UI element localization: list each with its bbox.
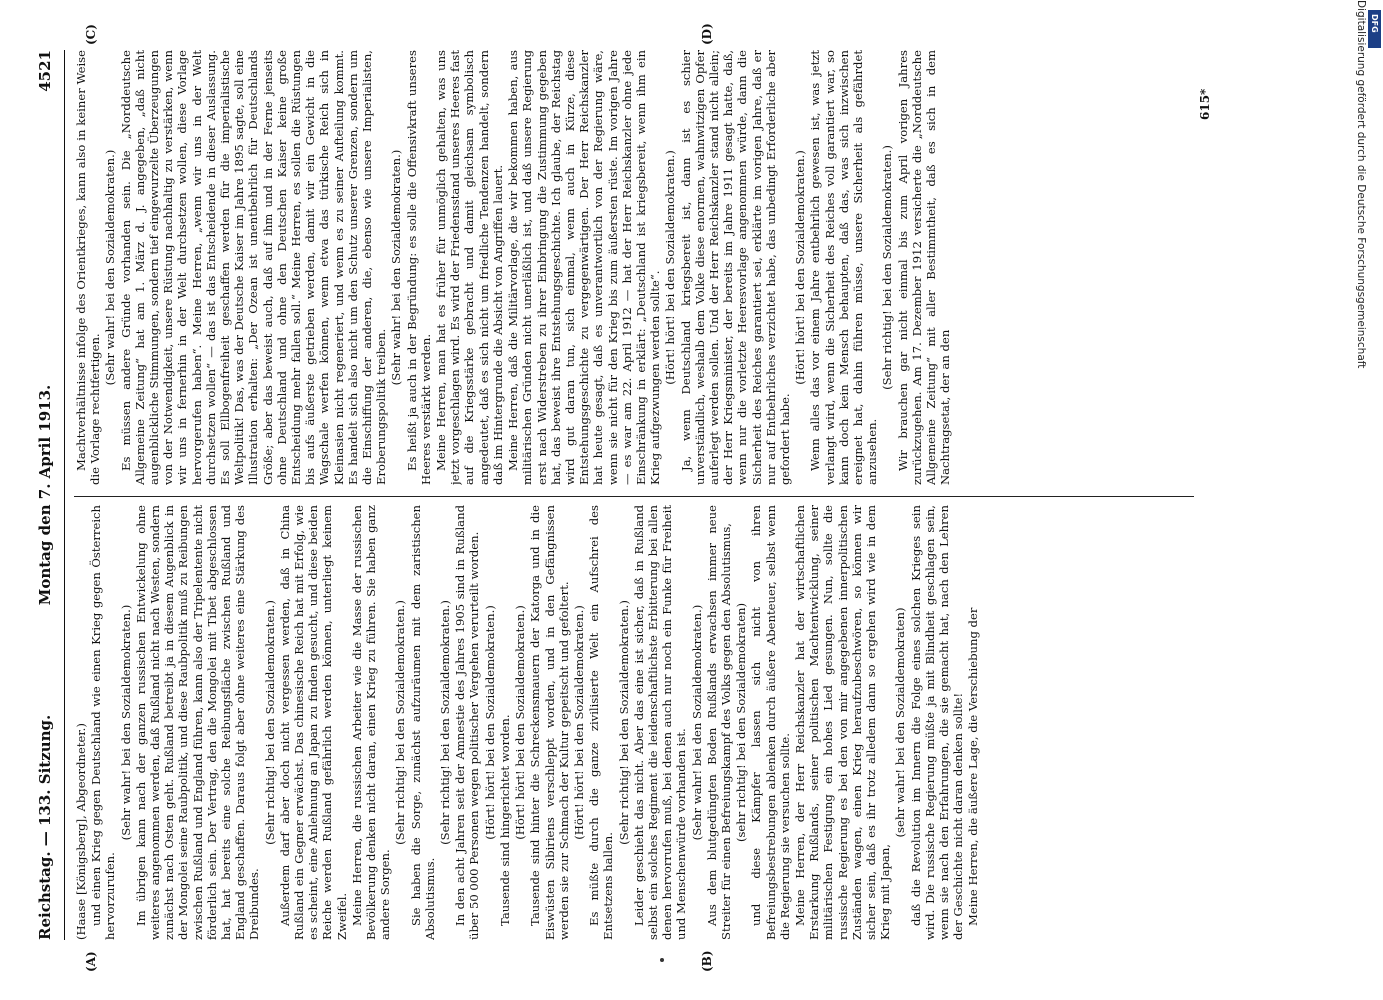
- speaker-line: (Haase [Königsberg], Abgeordneter.): [74, 723, 88, 940]
- interjection: (Hört! hört! bei den Sozialdemokraten.): [513, 605, 528, 840]
- paragraph: daß die Revolution im Innern die Folge eines solchen Krieges sein wird. Die russische Regierung müßte ja mit Blindheit geschlagen sein, wenn sie nach den Erfahrungen, die sie gemacht hat, nach den Lehren der Geschichte nicht daran denken sollte!: [908, 505, 966, 940]
- paragraph: Leider geschieht das nicht. Aber das eine ist sicher, daß in Rußland selbst ein solches Regiment die leidenschaftlichste Erbitterung bei allen denen hervorrufen muß, bei denen auch nur noch ein Funke für Freiheit und Menschenwürde vorhanden ist.: [631, 505, 689, 940]
- paragraph: Wir brauchen gar nicht einmal bis zum April vorigen Jahres zurückzugehen. Am 17. Dezember 1912 versicherte die „Norddeutsche Allgemeine Zeitung“ mit aller Bestimmtheit, daß es sich in dem Nachtragsetat, der an den: [895, 50, 953, 485]
- interjection: (Sehr richtig! bei den Sozialdemokraten.): [393, 600, 408, 845]
- interjection: (Hört! hört! bei den Sozialdemokraten.): [571, 605, 586, 840]
- page-header: [30, 50, 65, 940]
- paragraph: Es müßte durch die ganze zivilisierte Welt ein Aufschrei des Entsetzens hallen.: [587, 505, 616, 940]
- dfg-logo: DFG: [1368, 10, 1381, 48]
- paragraph: Aus dem blutgedüngten Boden Rußlands erwachsen immer neue Streiter für einen Befreiungskampf des Volks gegen den Absolutismus,: [704, 505, 733, 940]
- interjection: (sehr richtig! bei den Sozialdemokraten): [734, 602, 749, 843]
- interjection: (Sehr richtig! bei den Sozialdemokraten.): [438, 600, 453, 845]
- interjection: (sehr wahr! bei den Sozialdemokraten): [893, 607, 908, 838]
- margin-mark-c: (C): [84, 24, 98, 45]
- interjection: (Sehr wahr! bei den Sozialdemokraten.): [118, 604, 133, 841]
- paragraph: Wenn alles das vor einem Jahre entbehrlich gewesen ist, was jetzt verlangt wird, wenn die Sicherheit des Reiches voll garantiert war, so kann doch kein Mensch behaupten, daß das, was sich inzwischen ereignet hat, dahin führen müsse, unsere Sicherheit als gefährdet anzusehen.: [808, 50, 880, 485]
- scan-dot: [660, 958, 664, 962]
- interjection: (Sehr richtig! bei den Sozialdemokraten.): [616, 600, 631, 845]
- paragraph: Meine Herren, man hat es früher für unmöglich gehalten, was uns jetzt vorgeschlagen wird. Es wird der Friedensstand unseres Heeres fast auf die Kriegsstärke gebracht und damit gleichsam symbolisch angedeutet, daß es sich nicht um friedliche Tendenzen handelt, sondern daß im Hintergrunde die Absicht von Angriffen lauert.: [434, 50, 505, 485]
- funding-note-text: Digitalisierung gefördert durch die Deutsche Forschungsgemeinschaft: [1355, 0, 1367, 369]
- paragraph: Tausende sind hinter die Schreckensmauern der Katorga und in die Eiswüsten Sibiriens verschleppt worden, und in den Gefängnissen werden sie zur Schmach der Kultur gepeitscht und gefoltert.: [528, 505, 571, 940]
- paragraph: Es müssen andere Gründe vorhanden sein. Die „Norddeutsche Allgemeine Zeitung“ hat am 1. März d. J. angegeben, „daß nicht augenblickliche Stimmungen, sondern tief eingewurzelte Überzeugungen von der Notwendigkeit, unsere Rüstung nachhaltig zu verstärken, wenn wir uns in fernerhin in der Welt durchsetzen wollen, diese Vorlage hervorgerufen haben“. Meine Herren, „wenn wir uns in der Welt durchsetzen wollen“ — das ist das Entscheidende in dieser Auslassung. Es soll Ellbogenfreiheit geschaffen werden für die imperialistische Weltpolitik! Das, was der Deutsche Kaiser im Jahre 1895 sagte, soll eine Illustration erhalten: „Der Ozean ist unentbehrlich für Deutschlands Größe; aber das beweist auch, daß auf ihm und in der Ferne jenseits ohne Deutschland und ohne den Deutschen Kaiser keine große Entscheidung mehr fallen soll.“ Meine Herren, es sollen die Rüstungen bis aufs äußerste getrieben werden, damit wir ein Gewicht in die Wagschale werfen können, wenn etwa das türkische Reich sich in Kleinasien nicht regeneriert, und wenn es zu seiner Aufteilung kommt. Es handelt sich also nicht um den Schutz unserer Grenzen, sondern um die Einschiffung der anderen, die, ebenso wie unsere Imperialisten, Eroberungspolitik treiben.: [118, 50, 389, 485]
- paragraph: Sie haben die Sorge, zunächst aufzuräumen mit dem zaristischen Absolutismus.: [408, 505, 437, 940]
- paragraph: Meine Herren, daß die Militärvorlage, die wir bekommen haben, aus militärischen Gründen nicht unerläßlich ist, und daß unsere Regierung erst nach Widerstreben zu ihrer Einbringung die Zustimmung gegeben hat, das beweist ihre Entstehungsgeschichte. Ich glaube, der Reichstag wird gut daran tun, sich einmal, wenn auch in Kürze, diese Entstehungsgeschichte zu vergegenwärtigen. Der Herr Reichskanzler hat heute gesagt, daß es unverantwortlich von der Regierung wäre, wenn sie nicht für den Krieg bis zum äußersten rüste. Im vorigen Jahre — es war am 22. April 1912 — hat der Herr Reichskanzler ohne jede Einschränkung in erklärt: „Deutschland ist kriegsbereit, wenn ihm ein Krieg aufgezwungen werden sollte“.: [506, 50, 663, 485]
- paragraph: Meine Herren, der Herr Reichskanzler hat der wirtschaftlichen Erstarkung Rußlands, seiner politischen Machtentwicklung, seiner militärischen Festigung ein hohes Lied gesungen. Nun, sollte die russische Regierung es bei den von mir angegebenen innerpolitischen Zuständen wagen, einen Krieg heraufzubeschwören, so können wir sicher sein, daß es ihr trotz alledem dann so ergehen wird wie in dem Krieg mit Japan,: [792, 505, 893, 940]
- margin-mark-b: (B): [700, 950, 714, 972]
- paragraph: Meine Herren, die russischen Arbeiter wie die Masse der russischen Bevölkerung denken nicht daran, einen Krieg zu führen. Sie haben ganz andere Sorgen.: [349, 505, 393, 940]
- interjection: (Hört! hört! bei den Sozialdemokraten.): [482, 605, 497, 840]
- paragraph: Außerdem darf aber doch nicht vergessen werden, daß in China Rußland ein Gegner erwächst. Das chinesische Reich hat mit Erfolg, wie es scheint, eine Anlehnung an Japan zu finden gesucht, und diese beiden Reiche werden Rußland gefährlich werden können, unterliegt keinem Zweifel.: [277, 505, 349, 940]
- interjection: (Sehr wahr! bei den Sozialdemokraten.): [389, 149, 404, 386]
- signature-mark: 615*: [1198, 88, 1212, 120]
- margin-mark-a: (A): [84, 951, 98, 972]
- paragraph: Machtverhältnisse infolge des Orientkrieges, kann also in keiner Weise die Vorlage rechtfertigen.: [74, 50, 103, 485]
- paragraph: In den acht Jahren seit der Amnestie des Jahres 1905 sind in Rußland über 50 000 Personen wegen politischer Vergehen verurteilt worden.: [453, 505, 482, 940]
- interjection: (Hört! hört! bei den Sozialdemokraten.): [793, 150, 808, 385]
- paragraph: Ja, wenn Deutschland kriegsbereit ist, dann ist es schier unverständlich, weshalb dem Volke diese enormen, wahnwitzigen Opfer auferlegt werden sollen. Und der Herr Reichskanzler stand nicht allein; der Herr Kriegsminister, der bereits im Jahre 1911 gesagt hatte, daß, wenn nur die vorletzte Heeresvorlage angenommen würde, dann die Sicherheit des Reiches garantiert sei, erklärte im vorigen Jahre, daß er nur auf Entbehrliches verzichtet habe, das unbedingt Erforderliche aber gefordert habe.: [678, 50, 792, 485]
- column-separator: [74, 496, 1194, 497]
- header-left: Reichstag. — 133. Sitzung.: [36, 714, 54, 940]
- interjection: (Sehr wahr! bei den Sozialdemokraten.): [103, 149, 118, 386]
- text-column-right: [74, 50, 1194, 485]
- paragraph: Es heißt ja auch in der Begründung: es solle die Offensivkraft unseres Heeres verstärkt werden.: [404, 50, 433, 485]
- paragraph: Meine Herren, die äußere Lage, die Verschiebung der: [966, 607, 981, 926]
- paragraph: und diese Kämpfer lassen sich nicht von ihren Befreiungsbestrebungen ablenken durch äußere Abenteuer, selbst wenn die Regierung sie versuchen sollte.: [749, 505, 792, 940]
- interjection: (Hört! hört! bei den Sozialdemokraten.): [663, 150, 678, 385]
- funding-note: [1355, 0, 1383, 1000]
- text-column-left: [74, 505, 1194, 940]
- header-date: Montag den 7. April 1913.: [36, 384, 54, 606]
- interjection: (Sehr richtig! bei den Sozialdemokraten.): [880, 145, 895, 390]
- interjection: (Sehr richtig! bei den Sozialdemokraten.): [262, 600, 277, 845]
- paragraph: und einen Krieg gegen Deutschland wie einen Krieg gegen Österreich hervorzurufen.: [89, 505, 118, 940]
- paragraph: Tausende sind hingerichtet worden.: [497, 714, 512, 926]
- paragraph: Im übrigen kann nach der ganzen russischen Entwickelung ohne weiteres angenommen werden, daß Rußland nicht nach Westen, sondern zunächst nach Osten geht. Rußland betreibt ja in diesem Augenblick in der Mongolei seine Raubpolitik, und diese Raubpolitik muß zu Reibungen zwischen Rußland und England führen, kann also der Tripelentente nicht förderlich sein. Der Vertrag, den die Mongolei mit Tibet abgeschlossen hat, hat bereits eine solche Reibungsfläche zwischen Rußland und England geschaffen. Daraus folgt aber ohne weiteres eine Stärkung des Dreibundes.: [133, 505, 262, 940]
- page-number: 4521: [36, 50, 54, 92]
- margin-mark-d: (D): [700, 23, 714, 45]
- interjection: (Sehr wahr! bei den Sozialdemokraten.): [689, 604, 704, 841]
